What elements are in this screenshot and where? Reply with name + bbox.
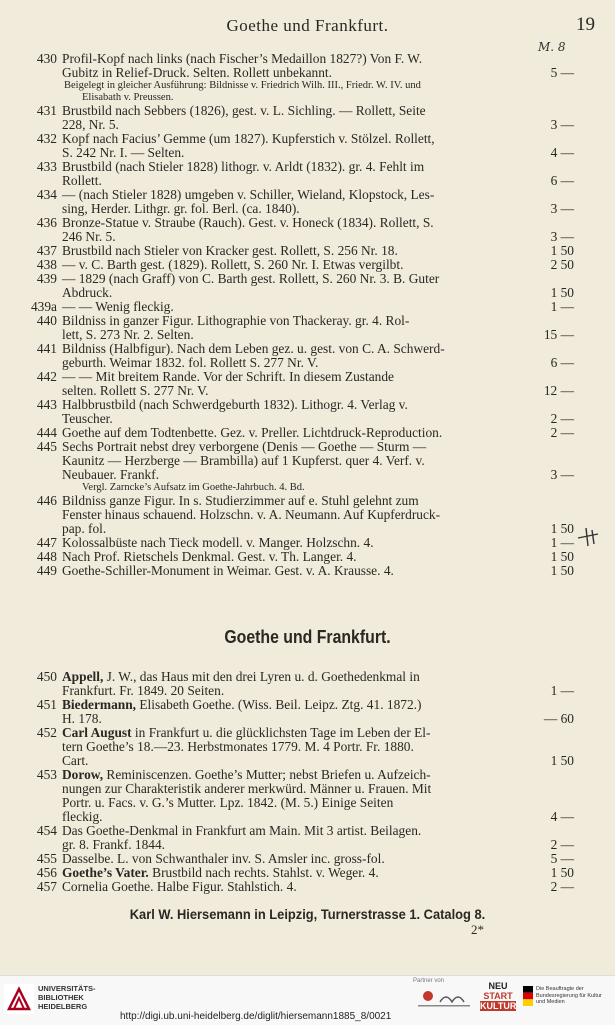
entry-text <box>62 398 408 412</box>
catalog-line <box>0 670 615 684</box>
library-name: UNIVERSITÄTS- BIBLIOTHEK HEIDELBERG <box>38 984 96 1011</box>
entry-price: 1 — <box>550 683 574 698</box>
entry-text <box>62 754 88 768</box>
lot-number: 445 <box>36 439 57 454</box>
lot-number: 448 <box>36 549 57 564</box>
entry-author: Carl August <box>62 725 132 740</box>
lot-number: 442 <box>36 369 57 384</box>
entry-text <box>62 768 431 782</box>
neustart-kultur-logo[interactable] <box>480 981 516 1011</box>
entry-text <box>62 468 159 482</box>
entry-price: 12 — <box>543 383 574 398</box>
entry-text <box>62 174 102 188</box>
entry-text <box>62 670 420 684</box>
entry-price: 1 50 <box>550 285 574 300</box>
entry-description: — v. C. Barth gest. (1829). Rollett, S. 260 Nr. I. Etwas vergilbt. <box>62 257 404 272</box>
catalog-entries-portraits <box>0 52 615 578</box>
entry-text <box>62 726 430 740</box>
entry-description: fleckig. <box>62 809 103 824</box>
entry-text <box>62 796 393 810</box>
entry-price: 5 — <box>550 851 574 866</box>
entry-text <box>62 272 439 286</box>
entry-description: Cornelia Goethe. Halbe Figur. Stahlstich. 4. <box>62 879 297 894</box>
entry-price: 3 — <box>550 201 574 216</box>
catalog-line <box>0 494 615 508</box>
catalog-line <box>0 66 615 80</box>
lot-number: 457 <box>36 879 57 894</box>
catalog-line <box>0 314 615 328</box>
entry-description: Beigelegt in gleicher Ausführung: Bildnisse v. Friedrich Wilh. III., Friedr. W. IV. und <box>64 80 421 91</box>
entry-author: Appell, <box>62 669 104 684</box>
entry-description: in Frankfurt u. die glücklichsten Tage im Leben der El- <box>131 725 431 740</box>
entry-description: sing, Herder. Lithgr. gr. fol. Berl. (ca. 1840). <box>62 201 300 216</box>
entry-description: — (nach Stieler 1828) umgeben v. Schiller, Wieland, Klopstock, Les- <box>62 187 435 202</box>
entry-description: Bildniss in ganzer Figur. Lithographie von Thackeray. gr. 4. Rol- <box>62 313 410 328</box>
entry-text <box>62 286 112 300</box>
lot-number: 454 <box>36 823 57 838</box>
entry-description: Fenster hinaus schauend. Holzschn. v. A. Neumann. Auf Kupferdruck- <box>62 507 441 522</box>
entry-description: pap. fol. <box>62 521 107 536</box>
entry-description: Goethe-Schiller-Monument in Weimar. Gest. v. A. Krausse. 4. <box>62 563 394 578</box>
german-flag-icon <box>523 986 533 1006</box>
neustart-line-1: NEU <box>488 981 508 991</box>
catalog-line <box>0 286 615 300</box>
entry-description: Rollett. <box>62 173 102 188</box>
entry-price: 2 — <box>550 879 574 894</box>
entry-description: selten. Rollett S. 277 Nr. V. <box>62 383 209 398</box>
catalog-line <box>0 698 615 712</box>
catalog-line <box>0 80 615 92</box>
entry-text <box>62 852 385 866</box>
entry-price: 2 — <box>550 411 574 426</box>
entry-description: gr. 8. Frankf. 1844. <box>62 837 166 852</box>
entry-description: Frankfurt. Fr. 1849. 20 Seiten. <box>62 683 225 698</box>
permalink-url[interactable]: http://digi.ub.uni-heidelberg.de/diglit/hiersemann1885_8/0021 <box>120 1011 392 1022</box>
entry-text <box>62 52 422 66</box>
catalog-line <box>0 880 615 894</box>
entry-description: Portr. u. Facs. v. G.’s Mutter. Lpz. 1842. (M. 5.) Einige Seiten <box>62 795 394 810</box>
lot-number: 439a <box>30 299 57 314</box>
entry-description: Das Goethe-Denkmal in Frankfurt am Main. Mit 3 artist. Beilagen. <box>62 823 422 838</box>
catalog-entries-frankfurt <box>0 670 615 894</box>
entry-description: Bildniss ganze Figur. In s. Studierzimmer auf e. Stuhl gelehnt zum <box>62 493 419 508</box>
partner-logo-icon[interactable] <box>414 988 474 1010</box>
catalog-line <box>0 202 615 216</box>
entry-description: Brustbild nach Stieler von Kracker gest. Rollett, S. 256 Nr. 18. <box>62 243 398 258</box>
catalog-line <box>0 440 615 454</box>
entry-author: Biedermann, <box>62 697 137 712</box>
entry-price: 6 — <box>550 355 574 370</box>
catalog-line <box>0 328 615 342</box>
lot-number: 434 <box>36 187 57 202</box>
entry-author: Goethe’s Vater. <box>62 865 149 880</box>
entry-price: 2 — <box>550 837 574 852</box>
entry-price: 3 — <box>550 467 574 482</box>
entry-text <box>64 80 421 92</box>
entry-price: 4 — <box>550 145 574 160</box>
lot-number: 437 <box>36 243 57 258</box>
bkm-label: Die Beauftragte der Bundesregierung für Kultur und Medien <box>536 986 602 1005</box>
publisher-footer: Karl W. Hiersemann in Leipzig, Turnerstrasse 1. Catalog 8. <box>129 906 486 922</box>
entry-price: 1 50 <box>550 549 574 564</box>
entry-description: Elisabath v. Preussen. <box>82 92 174 103</box>
lot-number: 451 <box>36 697 57 712</box>
entry-text <box>62 146 184 160</box>
catalog-line <box>0 230 615 244</box>
entry-description: Brustbild (nach Stieler 1828) lithogr. v. Arldt (1832). gr. 4. Fehlt im <box>62 159 425 174</box>
entry-description: Elisabeth Goethe. (Wiss. Beil. Leipz. Ztg. 41. 1872.) <box>136 697 422 712</box>
entry-text <box>62 426 442 440</box>
lot-number: 447 <box>36 535 57 550</box>
neustart-line-2: START <box>483 991 513 1001</box>
entry-text <box>62 522 106 536</box>
catalog-line <box>0 712 615 726</box>
entry-price: 1 50 <box>550 563 574 578</box>
entry-description: — 1829 (nach Graff) von C. Barth gest. Rollett, S. 260 Nr. 3. B. Guter <box>62 271 440 286</box>
university-library-logo-icon[interactable] <box>4 984 34 1014</box>
entry-text <box>62 370 394 384</box>
catalog-line <box>0 412 615 426</box>
entry-price: 2 — <box>550 425 574 440</box>
entry-text <box>62 550 357 564</box>
signature-mark: 2* <box>471 922 484 937</box>
page-number: 19 <box>576 14 595 35</box>
catalog-line <box>0 342 615 356</box>
entry-description: Halbbrustbild (nach Schwerdgeburth 1832). Lithogr. 4. Verlag v. <box>62 397 408 412</box>
catalog-line <box>0 160 615 174</box>
catalog-line <box>0 146 615 160</box>
entry-description: Brustbild nach rechts. Stahlst. v. Weger. 4. <box>148 865 379 880</box>
handwritten-margin-note: M. 8 <box>538 40 566 54</box>
lot-number: 431 <box>36 103 57 118</box>
catalog-line <box>0 132 615 146</box>
catalog-line <box>0 244 615 258</box>
entry-text <box>62 314 409 328</box>
entry-description: Cart. <box>62 753 89 768</box>
lot-number: 449 <box>36 563 57 578</box>
catalog-line <box>0 300 615 314</box>
lot-number: 453 <box>36 767 57 782</box>
entry-description: Bildniss (Halbfigur). Nach dem Leben gez. u. gest. von C. A. Schwerd- <box>62 341 445 356</box>
entry-price: 5 — <box>550 65 574 80</box>
catalog-line <box>0 810 615 824</box>
entry-text <box>62 838 165 852</box>
entry-description: — — Wenig fleckig. <box>62 299 174 314</box>
lot-number: 446 <box>36 493 57 508</box>
entry-text <box>62 300 174 314</box>
entry-price: 3 — <box>550 117 574 132</box>
entry-text <box>62 66 332 80</box>
entry-text <box>62 160 424 174</box>
partner-label: Partner von <box>413 978 445 984</box>
entry-text <box>62 698 421 712</box>
entry-price: 1 — <box>550 535 574 550</box>
entry-description: Teuscher. <box>62 411 113 426</box>
lot-number: 443 <box>36 397 57 412</box>
lot-number: 438 <box>36 257 57 272</box>
entry-price: 1 — <box>550 299 574 314</box>
entry-price: 1 50 <box>550 753 574 768</box>
lot-number: 432 <box>36 131 57 146</box>
catalog-line <box>0 768 615 782</box>
entry-price: 1 50 <box>550 865 574 880</box>
entry-description: Abdruck. <box>62 285 113 300</box>
catalog-line <box>0 796 615 810</box>
catalog-line <box>0 536 615 550</box>
catalog-line <box>0 726 615 740</box>
entry-description: Dasselbe. L. von Schwanthaler inv. S. Amsler inc. gross-fol. <box>62 851 385 866</box>
lot-number: 455 <box>36 851 57 866</box>
entry-description: Bronze-Statue v. Straube (Rauch). Gest. v. Honeck (1834). Rollett, S. <box>62 215 434 230</box>
catalog-line <box>0 174 615 188</box>
entry-price: 4 — <box>550 809 574 824</box>
entry-description: Kolossalbüste nach Tieck modell. v. Manger. Holzschn. 4. <box>62 535 374 550</box>
catalog-line <box>0 550 615 564</box>
catalog-line <box>0 522 615 536</box>
catalog-line <box>0 258 615 272</box>
entry-text <box>62 118 119 132</box>
entry-description: Nach Prof. Rietschels Denkmal. Gest. v. Th. Langer. 4. <box>62 549 357 564</box>
entry-text <box>62 684 224 698</box>
running-header: Goethe und Frankfurt. <box>226 16 389 35</box>
lot-number: 456 <box>36 865 57 880</box>
catalog-line <box>0 426 615 440</box>
entry-description: Goethe auf dem Todtenbette. Gez. v. Preller. Lichtdruck-Reproduction. <box>62 425 443 440</box>
entry-text <box>62 384 208 398</box>
lot-number: 441 <box>36 341 57 356</box>
entry-text <box>62 712 102 726</box>
catalog-line <box>0 384 615 398</box>
catalog-line <box>0 740 615 754</box>
entry-price: 15 — <box>543 327 574 342</box>
lot-number: 444 <box>36 425 57 440</box>
catalog-line <box>0 782 615 796</box>
lot-number: 433 <box>36 159 57 174</box>
entry-description: nungen zur Charakteristik anderer merkwürd. Männer u. Frauen. Mit <box>62 781 432 796</box>
lot-number: 439 <box>36 271 57 286</box>
catalog-line <box>0 454 615 468</box>
catalog-line <box>0 824 615 838</box>
entry-description: S. 242 Nr. I. — Selten. <box>62 145 185 160</box>
entry-text <box>62 824 421 838</box>
entry-price: 3 — <box>550 229 574 244</box>
entry-text <box>62 440 426 454</box>
catalog-line <box>0 104 615 118</box>
entry-text <box>62 454 425 468</box>
catalog-line <box>0 564 615 578</box>
entry-text <box>62 740 414 754</box>
section-heading: Goethe und Frankfurt. <box>224 627 391 647</box>
entry-text <box>62 536 374 550</box>
catalog-line <box>0 356 615 370</box>
catalog-line <box>0 468 615 482</box>
entry-description: Gubitz in Relief-Druck. Selten. Rollett unbekannt. <box>62 65 332 80</box>
entry-text <box>62 230 116 244</box>
entry-text <box>62 216 434 230</box>
pencil-mark-icon <box>574 524 602 548</box>
neustart-line-3: KULTUR <box>480 1001 517 1011</box>
catalog-line <box>0 118 615 132</box>
catalog-line <box>0 852 615 866</box>
catalog-line <box>0 398 615 412</box>
entry-text <box>62 104 426 118</box>
lot-number: 436 <box>36 215 57 230</box>
entry-description: Sechs Portrait nebst drey verborgene (Denis — Goethe — Sturm — <box>62 439 427 454</box>
entry-text <box>62 564 394 578</box>
entry-author: Dorow, <box>62 767 104 782</box>
catalog-line <box>0 272 615 286</box>
catalog-line <box>0 508 615 522</box>
entry-description: Reminiscenzen. Goethe’s Mutter; nebst Briefen u. Aufzeich- <box>103 767 431 782</box>
entry-description: Brustbild nach Sebbers (1826), gest. v. L. Sichling. — Rollett, Seite <box>62 103 426 118</box>
entry-description: — — Mit breitem Rande. Vor der Schrift. In diesem Zustande <box>62 369 394 384</box>
entry-text <box>62 328 194 342</box>
entry-text <box>62 132 435 146</box>
entry-text <box>62 244 398 258</box>
entry-text <box>62 880 297 894</box>
entry-description: Vergl. Zarncke’s Aufsatz im Goethe-Jahrbuch. 4. Bd. <box>82 482 305 493</box>
catalog-line <box>0 684 615 698</box>
catalog-line <box>0 188 615 202</box>
entry-text <box>62 412 113 426</box>
lot-number: 450 <box>36 669 57 684</box>
entry-description: Kopf nach Facius’ Gemme (um 1827). Kupferstich v. Stölzel. Rollett, <box>62 131 435 146</box>
entry-description: H. 178. <box>62 711 102 726</box>
entry-price: 1 50 <box>550 521 574 536</box>
entry-text <box>62 342 445 356</box>
entry-text <box>62 258 403 272</box>
entry-text <box>62 782 431 796</box>
entry-description: J. W., das Haus mit den drei Lyren u. d. Goethedenkmal in <box>103 669 420 684</box>
entry-text <box>62 202 300 216</box>
catalog-line <box>0 838 615 852</box>
catalog-line <box>0 754 615 768</box>
entry-description: Neubauer. Frankf. <box>62 467 160 482</box>
entry-price: 1 50 <box>550 243 574 258</box>
entry-description: 228, Nr. 5. <box>62 117 119 132</box>
catalog-line <box>0 866 615 880</box>
entry-text <box>62 866 379 880</box>
entry-description: tern Goethe’s 18.—23. Herbstmonates 1779. M. 4 Portr. Fr. 1880. <box>62 739 414 754</box>
entry-text <box>62 508 440 522</box>
lot-number: 430 <box>36 51 57 66</box>
entry-text <box>62 356 318 370</box>
entry-description: Kaunitz — Herzberge — Brambilla) auf 1 Kupferst. quer 4. Verf. v. <box>62 453 425 468</box>
entry-text <box>62 188 434 202</box>
viewer-footer-bar <box>0 975 615 1025</box>
entry-text <box>62 494 419 508</box>
entry-description: Profil-Kopf nach links (nach Fischer’s Medaillon 1827?) Von F. W. <box>62 51 423 66</box>
entry-description: lett, S. 273 Nr. 2. Selten. <box>62 327 194 342</box>
entry-price: 2 50 <box>550 257 574 272</box>
catalog-line <box>0 52 615 66</box>
entry-description: 246 Nr. 5. <box>62 229 116 244</box>
entry-description: geburth. Weimar 1832. fol. Rollett S. 277 Nr. V. <box>62 355 319 370</box>
lot-number: 452 <box>36 725 57 740</box>
lot-number: 440 <box>36 313 57 328</box>
entry-text <box>62 810 103 824</box>
entry-price: 6 — <box>550 173 574 188</box>
catalog-line <box>0 216 615 230</box>
entry-price: — 60 <box>543 711 574 726</box>
catalog-line <box>0 370 615 384</box>
